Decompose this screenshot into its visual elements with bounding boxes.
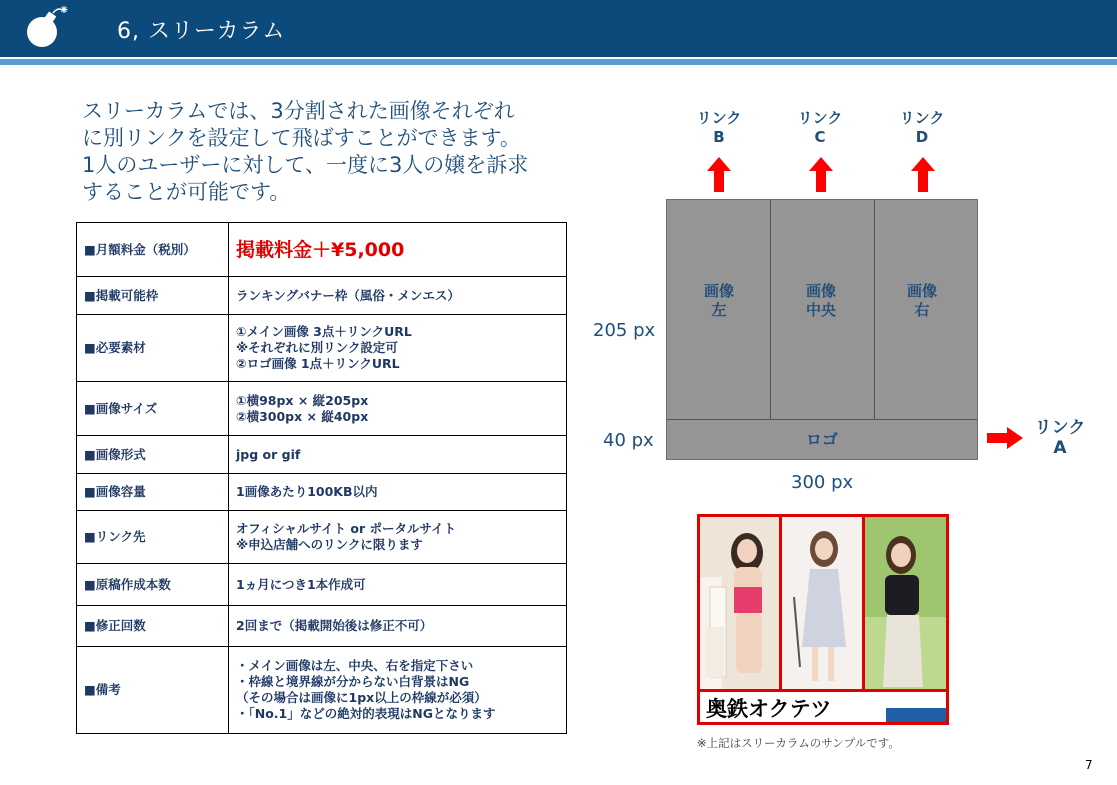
slide-title: 6, スリーカラム <box>117 19 286 44</box>
row-value: 1ヵ月につき1本作成可 <box>229 564 567 606</box>
link-c-label: リンク C <box>797 109 843 146</box>
row-label: ■画像容量 <box>77 474 229 511</box>
row-value: 掲載料金＋¥5,000 <box>229 223 567 277</box>
width-label: 300 px <box>791 472 854 493</box>
row-label: ■掲載可能枠 <box>77 277 229 315</box>
column-left-label: 画像 左 <box>703 282 734 319</box>
intro-line: スリーカラムでは、3分割された画像それぞれ <box>82 99 515 123</box>
page-number: 7 <box>1085 758 1093 772</box>
intro-line: に別リンクを設定して飛ばすことができます。 <box>82 126 521 150</box>
sample-logo <box>700 689 946 722</box>
table-row <box>77 511 567 564</box>
row-value: 2回まで（掲載開始後は修正不可） <box>229 606 567 647</box>
header-accent-stripe <box>0 59 1117 65</box>
row-label: ■修正回数 <box>77 606 229 647</box>
intro-text <box>82 98 572 206</box>
row-label: ■必要素材 <box>77 315 229 382</box>
sample-photo-left <box>700 517 782 689</box>
table-row <box>77 647 567 734</box>
row-label: ■原稿作成本数 <box>77 564 229 606</box>
row-value: ランキングバナー枠（風俗・メンエス） <box>229 277 567 315</box>
spec-table <box>76 222 567 734</box>
table-row <box>77 223 567 277</box>
row-value: ・メイン画像は左、中央、右を指定下さい ・枠線と境界線が分からない白背景はNG （その場合は画像に1px以上の枠線が必須） ・「No.1」などの絶対的表現はNGとなります <box>229 647 567 734</box>
arrow-right-icon <box>987 427 1023 449</box>
row-label: ■月額料金（税別） <box>77 223 229 277</box>
column-center-label: 画像 中央 <box>805 282 836 319</box>
table-row <box>77 606 567 647</box>
link-b-label: リンク B <box>696 109 742 146</box>
intro-line: 1人のユーザーに対して、一度に3人の嬢を訴求 <box>82 153 529 177</box>
sample-photo-right <box>865 517 946 689</box>
row-label: ■備考 <box>77 647 229 734</box>
link-d-label: リンク D <box>899 109 945 146</box>
table-row <box>77 564 567 606</box>
height-logo-label: 40 px <box>603 430 654 451</box>
slide-header <box>0 0 1117 57</box>
table-row <box>77 315 567 382</box>
table-row <box>77 382 567 436</box>
row-label: ■画像形式 <box>77 436 229 474</box>
row-value: ①横98px × 縦205px ②横300px × 縦40px <box>229 382 567 436</box>
sample-photo-center <box>782 517 865 689</box>
table-row <box>77 277 567 315</box>
row-label: ■画像サイズ <box>77 382 229 436</box>
svg-text:奥鉄オクテツ: 奥鉄オクテツ <box>706 697 832 721</box>
link-a-label: リンク A <box>1034 418 1086 458</box>
bomb-icon <box>22 4 74 50</box>
row-value: 1画像あたり100KB以内 <box>229 474 567 511</box>
height-main-label: 205 px <box>593 320 656 341</box>
row-label: ■リンク先 <box>77 511 229 564</box>
arrow-up-icon <box>911 157 935 192</box>
column-right-label: 画像 右 <box>906 282 937 319</box>
sample-caption: ※上記はスリーカラムのサンプルです。 <box>697 736 900 750</box>
row-value: オフィシャルサイト or ポータルサイト ※申込店舗へのリンクに限ります <box>229 511 567 564</box>
row-value: ①メイン画像 3点＋リンクURL ※それぞれに別リンク設定可 ②ロゴ画像 1点＋リンクURL <box>229 315 567 382</box>
table-row <box>77 436 567 474</box>
intro-line: することが可能です。 <box>82 180 291 204</box>
sample-banner <box>697 514 949 725</box>
arrow-up-icon <box>707 157 731 192</box>
arrow-up-icon <box>809 157 833 192</box>
row-value: jpg or gif <box>229 436 567 474</box>
three-column-diagram <box>666 199 978 460</box>
table-row <box>77 474 567 511</box>
logo-label: ロゴ <box>805 430 838 449</box>
